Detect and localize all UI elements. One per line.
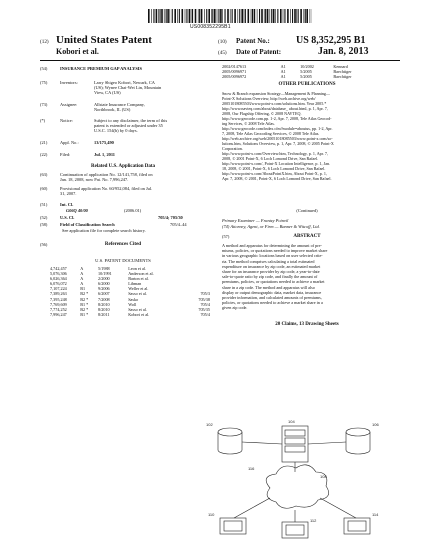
us-patent-row: [50, 312, 210, 317]
pub-ref-row: [222, 74, 392, 79]
us-patent-date: 5/1988: [98, 266, 110, 271]
patent-office-title: United States Patent: [56, 34, 152, 46]
barcode-bar: [304, 9, 305, 23]
us-patent-name: Woll: [128, 301, 137, 307]
us-patent-no: 7,107,224: [50, 286, 67, 292]
field-code: (58): [40, 222, 48, 227]
us-patents-list: [50, 266, 210, 317]
us-patent-kind: B2 *: [80, 291, 89, 297]
filed-label: Filed:: [60, 152, 71, 157]
us-patent-kind: A: [80, 266, 84, 271]
filed-code: (22): [40, 152, 48, 157]
barcode-bar: [199, 9, 200, 23]
barcode-bar: [270, 9, 271, 23]
barcode-bar: [166, 9, 167, 23]
patno-label: Patent No.:: [236, 37, 270, 45]
barcode-bar: [214, 9, 216, 23]
pub-ref-date: 10/2002: [300, 64, 314, 69]
us-patent-kind: B2 *: [80, 306, 89, 312]
barcode-bar: [225, 9, 226, 23]
barcode-bar: [245, 9, 246, 23]
barcode-bar: [257, 9, 258, 23]
barcode-bar: [259, 9, 260, 23]
us-patent-name: Sasso et al.: [128, 306, 147, 312]
uscl-code: (52): [40, 215, 48, 220]
provisional-text: Provisional application No. 60/952,084, filed on Jul. 31, 2007.: [60, 186, 153, 197]
us-patent-name: Sasko: [128, 296, 139, 302]
primary-examiner: Primary Examiner — Frantzy Poinvil: [222, 218, 289, 223]
country-code: (12): [40, 39, 49, 45]
barcode-bar: [167, 9, 169, 23]
us-patent-kind: A: [80, 271, 84, 277]
appl-code: (21): [40, 140, 48, 145]
continuation-code: (63): [40, 172, 48, 177]
us-patent-no: 7,996,247: [50, 311, 67, 317]
barcode-bar: [211, 9, 212, 23]
barcode-bar: [164, 9, 165, 23]
us-patent-cls: 705/3: [200, 291, 210, 297]
barcode-bar: [204, 9, 205, 23]
intcl-date: (2006.01): [124, 208, 142, 213]
barcode-bar: [227, 9, 229, 23]
abstract-code: (57): [222, 234, 230, 239]
inventors-text: Larry Shigeo Kobori, Newark, CA (US); Wynee Chai-Wei Lin, Mountain View, CA (US): [94, 80, 162, 96]
us-patent-kind: B1: [80, 286, 86, 292]
patent-date: Jan. 8, 2013: [318, 46, 369, 57]
drawing-label-1: 102: [206, 422, 213, 427]
related-data-title: Related U.S. Application Data: [90, 164, 156, 169]
barcode-bar: [212, 9, 213, 23]
abstract-title: ABSTRACT: [293, 234, 321, 239]
barcode-bar: [220, 9, 222, 23]
barcode-bar: [300, 9, 302, 23]
other-pubs-title: OTHER PUBLICATIONS: [278, 82, 336, 87]
barcode-bar: [148, 9, 150, 23]
inventor-short: Kobori et al.: [56, 47, 99, 56]
drawing-label-2: 104: [288, 419, 295, 424]
pub-ref-kind: A1: [280, 64, 286, 69]
barcode-bar: [241, 9, 243, 23]
continuation-text: Continuation of application No. 12/141,758, filed on Jan. 18, 2008, now Pat. No. 7,996,247.: [60, 172, 153, 183]
provisional-code: (60): [40, 186, 48, 191]
barcode-bar: [290, 9, 291, 23]
date-label: Date of Patent:: [236, 48, 282, 56]
assignee-text: Allstate Insurance Company, Northbrook, IL (US): [94, 102, 145, 113]
barcode-bar: [206, 9, 207, 23]
barcode-bar: [192, 9, 193, 23]
inventors-code: (75): [40, 80, 48, 85]
attorney: (74) Attorney, Agent, or Firm — Banner & Witcoff, Ltd.: [222, 224, 320, 229]
assignee-code: (73): [40, 102, 48, 107]
barcode-bar: [217, 9, 218, 23]
barcode-bar: [306, 9, 308, 23]
barcode-bar: [238, 9, 239, 23]
invention-title: INSURANCE PREMIUM GAP ANALYSIS: [60, 66, 142, 71]
us-patent-name: Weller et al.: [128, 286, 149, 292]
drawing-label-6: 112: [310, 518, 317, 523]
intcl-label: Int. Cl.: [60, 202, 74, 207]
pub-ref-name: Baechtiger: [333, 74, 352, 80]
pub-ref-date: 5/2005: [300, 74, 312, 80]
us-patent-no: 5,076,306: [50, 271, 67, 277]
us-patent-kind: B1 *: [80, 301, 89, 307]
patent-number: US 8,352,295 B1: [296, 35, 366, 46]
us-patent-no: 7,389,263: [50, 291, 67, 297]
barcode-bar: [264, 9, 265, 23]
abstract-text: A method and apparatus for determining the amount of pre- miums, policies, or quotations needed to improve market share in various geographic locations based on user selected crite- ria. The method comprises calculating a total estimated expenditure on insurance by zip code, an estimated market share for an insurance provider by zip code, a year-to-date sale-to-quote ratio by zip code, and finally the amount of premiums, policies, or quotations needed to achieve a market share in a zip code. The method and apparatus will also display or output demographic data, market data, insurance provider information, and calculated amounts of premiums, policies, or quotations needed to achieve a market share in a given zip code.: [222, 243, 328, 311]
us-patent-name: Libman: [128, 281, 142, 287]
barcode-bar: [222, 9, 223, 23]
us-patent-name: Anderson et al.: [128, 271, 154, 277]
barcode-bar: [230, 9, 231, 23]
barcode-bar: [161, 9, 163, 23]
barcode-bar: [251, 9, 252, 23]
continued-note: (Continued): [296, 208, 318, 213]
us-patent-name: Leon et al.: [128, 266, 147, 271]
pub-ref-no: 2005/0096972: [222, 74, 247, 80]
barcode-bar: [218, 9, 219, 23]
barcode-bar: [305, 9, 306, 23]
pub-ref-date: 5/2005: [300, 69, 312, 75]
barcode-bar: [273, 9, 275, 23]
appl-label: Appl. No.:: [60, 140, 79, 145]
barcode-bar: [234, 9, 236, 23]
barcode-bar: [151, 9, 152, 23]
us-patents-title: U.S. PATENT DOCUMENTS: [95, 258, 151, 263]
drawing-label-4: 108: [320, 474, 327, 479]
barcode-bar: [275, 9, 276, 23]
barcode-bar: [158, 9, 159, 23]
barcode-bar: [252, 9, 253, 23]
database-icon: [218, 428, 242, 436]
us-patent-date: 8/2011: [98, 311, 110, 317]
intcl-code: (51): [40, 202, 48, 207]
us-patent-name: Kobori et al.: [128, 311, 150, 317]
us-patent-kind: A: [80, 276, 84, 282]
barcode-bar: [296, 9, 297, 23]
barcode-bar: [292, 9, 293, 23]
patno-code: (10): [218, 39, 227, 45]
representative-drawing: [200, 418, 390, 546]
barcode-bar: [254, 9, 256, 23]
drawing-label-5: 110: [208, 512, 215, 517]
barcode-bar: [271, 9, 272, 23]
us-patent-no: 7,774,252: [50, 306, 67, 312]
date-code: (45): [218, 50, 227, 56]
us-patent-cls: 705/4: [200, 301, 210, 307]
barcode-bar: [177, 9, 178, 23]
us-patent-date: 8/2010: [98, 306, 110, 312]
barcode-bar: [265, 9, 266, 23]
us-patent-date: 8/2010: [98, 301, 110, 307]
barcode-bar: [244, 9, 245, 23]
barcode: [148, 9, 312, 23]
intcl-class: G06Q 40/00: [66, 208, 88, 213]
barcode-bar: [287, 9, 289, 23]
barcode-number: US008352295B1: [190, 24, 231, 30]
pub-ref-name: Baechtiger: [333, 69, 352, 75]
barcode-bar: [267, 9, 269, 23]
us-patent-no: 6,026,364: [50, 276, 67, 282]
filed-value: Jul. 1, 2011: [94, 152, 115, 157]
drawing-label-7: 114: [372, 512, 379, 517]
us-patent-date: 6/2007: [98, 291, 110, 297]
barcode-bar: [239, 9, 240, 23]
barcode-bar: [153, 9, 154, 23]
us-patent-date: 9/2006: [98, 286, 110, 292]
pub-ref-name: Kennard: [333, 64, 348, 69]
barcode-bar: [294, 9, 296, 23]
refs-code: (56): [40, 242, 48, 247]
barcode-bar: [298, 9, 299, 23]
us-patent-no: 4,742,457: [50, 266, 67, 271]
claims-summary: 20 Claims, 13 Drawing Sheets: [275, 322, 339, 327]
field-label: Field of Classification Search: [60, 222, 115, 227]
barcode-bar: [186, 9, 187, 23]
barcode-bar: [283, 9, 284, 23]
field-value: 705/4–44: [170, 222, 187, 227]
barcode-bar: [277, 9, 278, 23]
us-patent-no: 7,769,609: [50, 301, 67, 307]
network-diagram: [200, 418, 390, 546]
refs-title: References Cited: [104, 242, 142, 247]
pub-ref-kind: A1: [280, 69, 286, 75]
uscl-value: 705/4; 705/30: [158, 215, 183, 220]
barcode-bar: [160, 9, 161, 23]
barcode-bar: [198, 9, 199, 23]
notice-label: Notice:: [60, 118, 73, 123]
barcode-bar: [185, 9, 186, 23]
barcode-bar: [182, 9, 184, 23]
drawing-label-8: 116: [248, 466, 255, 471]
appl-value: 13/175,490: [94, 140, 114, 145]
barcode-bar: [174, 9, 176, 23]
uscl-label: U.S. Cl.: [60, 215, 75, 220]
pub-ref-no: 2002/0147613: [222, 64, 247, 69]
notice-text: Subject to any disclaimer, the term of this patent is extended or adjusted under 35 U.S.C. 154(b) by 0 days.: [94, 118, 168, 134]
barcode-bar: [284, 9, 285, 23]
us-patent-date: 6/2000: [98, 281, 110, 287]
barcode-bar: [191, 9, 192, 23]
barcode-bar: [189, 9, 191, 23]
barcode-bar: [179, 9, 180, 23]
barcode-bar: [208, 9, 210, 23]
notice-code: (*): [40, 118, 46, 123]
title-code: (54): [40, 66, 48, 71]
us-patent-cls: 705/38: [198, 296, 210, 302]
other-pubs-text: Snow & Branch expansion Strategy—Management & Planning— Point-X Solutions Overview, http://web.archive.org/web/ 20051018085503/www.point-x.com/solutions.htm. Year 2005.* http://www.navteq.com/about/database_ about.html, p. 1, Apr. 7, 2008, Our Flagship Offering, © 2008 NAVTEQ. http://www.geocode.com.pp. 1-2, Apr. 7, 2008, Tele Atlas Geocod- ing Services, © 2008 Tele Atlas. http://www.geocode.com/index.cfm?module=aboutus, pp. 1-2, Apr. 7, 2008, Tele Atlas Geocoding Services, © 2008 Tele Atlas. http://web.archive.org/web/20051018085503/www.point-x.com/so- lutions.htm, Solutions Overview, p. 1, Apr. 7, 2008, © 2005 Point-X Corporation. http://www.point-x.com/Overview.htm, Technology, p. 1, Apr. 7, 2008, © 2001 Point-X, 6 Loch Lomond Drive, San Rafael. http://www.point-x.com/, Point-X Location Intelligence, p. 1, Jan. 18, 2008, © 2001, Point-X, 6 Loch Lomond Drive, San Rafael. http://www.point-x.com/AboutPointX.htm, About Point-X, p. 1, Apr. 7, 2008, © 2001, Point-X, 6 Loch Lomond Drive, San Rafael.: [222, 91, 334, 181]
us-patent-date: 7/2008: [98, 296, 110, 302]
us-patent-no: 7,395,248: [50, 296, 67, 302]
field-note: See application file for complete search history.: [62, 228, 146, 233]
us-patent-cls: 705/35: [198, 306, 210, 312]
barcode-bar: [172, 9, 173, 23]
barcode-bar: [310, 9, 311, 23]
us-patent-name: Barton et al.: [128, 276, 149, 282]
us-patent-kind: A: [80, 281, 84, 287]
barcode-bar: [201, 9, 203, 23]
network-cloud: [266, 465, 329, 508]
us-patent-no: 6,076,072: [50, 281, 67, 287]
us-patent-name: Sasso et al.: [128, 291, 147, 297]
inventors-label: Inventors:: [60, 80, 78, 85]
drawing-label-3: 106: [372, 422, 379, 427]
assignee-label: Assignee:: [60, 102, 78, 107]
us-patent-date: 10/1991: [98, 271, 112, 277]
top-refs-list: [222, 64, 392, 79]
us-patent-cls: 705/4: [200, 311, 210, 317]
pub-ref-kind: A1: [280, 74, 286, 80]
barcode-bar: [170, 9, 171, 23]
header-rule: [40, 60, 400, 61]
barcode-bar: [248, 9, 250, 23]
barcode-bar: [280, 9, 282, 23]
us-patent-date: 2/2000: [98, 276, 110, 282]
barcode-bar: [195, 9, 197, 23]
pub-ref-no: 2005/0096971: [222, 69, 247, 75]
barcode-bar: [261, 9, 263, 23]
us-patent-kind: B2 *: [80, 296, 89, 302]
barcode-bar: [156, 9, 158, 23]
barcode-bar: [232, 9, 233, 23]
us-patent-kind: B1 *: [80, 311, 89, 317]
